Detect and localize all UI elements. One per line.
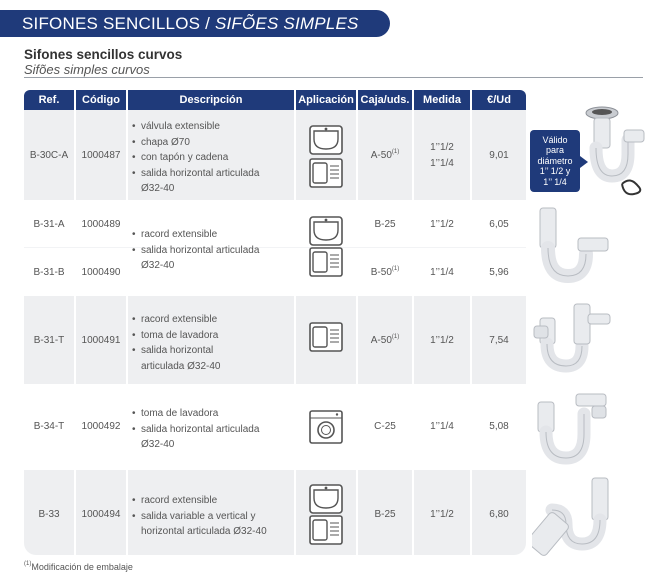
row2-medida: 1’’1/2 xyxy=(430,219,454,230)
note-line: para xyxy=(545,145,564,156)
row6-description xyxy=(132,493,300,540)
desc-item: • toma de lavadora xyxy=(132,328,300,344)
row2-caja: B-25 xyxy=(374,219,396,230)
footnote-marker: (1) xyxy=(24,561,32,567)
row1-ref: B-30C-A xyxy=(29,150,69,161)
row2-description xyxy=(132,227,300,274)
row1-codigo: 1000487 xyxy=(81,150,121,161)
sink-icon xyxy=(309,158,343,188)
washing-machine-icon xyxy=(309,410,343,444)
desc-item: • salida horizontal xyxy=(132,343,300,359)
header-banner xyxy=(0,10,390,37)
note-line: 1’’ 1/2 y xyxy=(539,166,571,177)
sink-icon xyxy=(309,515,343,545)
desc-item: • toma de lavadora xyxy=(132,406,300,422)
banner-title-italic: SIFÕES SIMPLES xyxy=(214,13,359,33)
row4-medida: 1’’1/2 xyxy=(430,335,454,346)
row4-caja: A-50$^{(1)}$ xyxy=(370,334,400,346)
row4-ref: B-31-T xyxy=(33,335,65,346)
row5-medida: 1’’1/4 xyxy=(430,421,454,432)
row2-codigo: 1000489 xyxy=(81,219,121,230)
banner-title: SIFONES SENCILLOS / xyxy=(22,13,215,33)
desc-item-cont: Ø32-40 xyxy=(141,439,175,450)
col-caja: Caja/uds. xyxy=(358,90,412,110)
sink-icon xyxy=(309,247,343,277)
section-title: Sifones sencillos curvos xyxy=(24,47,183,62)
note-line: 1’’ 1/4 xyxy=(543,176,567,187)
row1-medida-2: 1’’1/4 xyxy=(430,158,454,169)
col-separator xyxy=(412,110,414,555)
row1-precio: 9,01 xyxy=(489,150,509,161)
sink-icon xyxy=(309,322,343,352)
desc-item-cont: articulada Ø32-40 xyxy=(141,360,221,372)
row4-codigo: 1000491 xyxy=(81,335,121,346)
row4-description xyxy=(132,312,300,374)
row1-medida-1: 1’’1/2 xyxy=(430,142,454,153)
product-photo-b31 xyxy=(532,204,612,290)
desc-item: • racord extensible xyxy=(132,227,300,243)
row3-codigo: 1000490 xyxy=(81,267,121,278)
product-photo-b31t xyxy=(532,296,616,376)
washbasin-icon xyxy=(309,484,343,514)
desc-item: • chapa Ø70 xyxy=(132,135,300,151)
footnote-text: Modificación de embalaje xyxy=(31,562,133,572)
divider xyxy=(24,77,643,78)
row1-description xyxy=(132,119,300,197)
col-separator xyxy=(126,110,128,555)
row5-precio: 5,08 xyxy=(489,421,509,432)
row6-precio: 6,80 xyxy=(489,509,509,520)
row5-codigo: 1000492 xyxy=(81,421,121,432)
row2-precio: 6,05 xyxy=(489,219,509,230)
desc-item-cont: horizontal articulada Ø32-40 xyxy=(141,526,267,537)
col-separator xyxy=(74,110,76,555)
desc-item: • racord extensible xyxy=(132,493,300,509)
desc-item: • con tapón y cadena xyxy=(132,150,300,166)
row1-caja: A-50$^{(1)}$ xyxy=(370,149,400,161)
desc-item: • salida variable a vertical y xyxy=(132,509,300,525)
desc-item: • salida horizontal articulada xyxy=(132,422,300,438)
product-photo-b33 xyxy=(532,474,618,562)
row3-medida: 1’’1/4 xyxy=(430,267,454,278)
row5-description xyxy=(132,406,300,453)
col-separator xyxy=(470,110,472,555)
product-photo-b30ca xyxy=(572,104,650,196)
washbasin-icon xyxy=(309,216,343,246)
row2-ref: B-31-A xyxy=(33,219,65,230)
row6-caja: B-25 xyxy=(374,509,396,520)
desc-item: • racord extensible xyxy=(132,312,300,328)
note-line: diámetro xyxy=(537,155,573,166)
col-separator xyxy=(356,110,358,555)
row6-ref: B-33 xyxy=(38,509,60,520)
row5-ref: B-34-T xyxy=(33,421,65,432)
col-aplicacion: Aplicación xyxy=(296,90,356,110)
col-ref: Ref. xyxy=(24,90,74,110)
col-descripcion: Descripción xyxy=(128,90,294,110)
row6-medida: 1’’1/2 xyxy=(430,509,454,520)
washbasin-icon xyxy=(309,125,343,155)
col-medida: Medida xyxy=(414,90,470,110)
desc-item: • válvula extensible xyxy=(132,119,300,135)
row3-caja: B-50$^{(1)}$ xyxy=(370,266,400,278)
desc-item-cont: Ø32-40 xyxy=(141,260,175,271)
note-line: Válido xyxy=(542,134,568,145)
row4-precio: 7,54 xyxy=(489,335,509,346)
desc-item: • salida horizontal articulada xyxy=(132,243,300,259)
row5-caja: C-25 xyxy=(374,421,396,432)
row3-ref: B-31-B xyxy=(33,267,65,278)
col-codigo: Código xyxy=(76,90,126,110)
desc-item-cont: Ø32-40 xyxy=(141,183,175,194)
col-precio: €/Ud xyxy=(472,90,526,110)
row6-codigo: 1000494 xyxy=(81,509,121,520)
product-photo-b34t xyxy=(532,384,616,468)
section-subtitle: Sifões simples curvos xyxy=(24,62,150,77)
row3-precio: 5,96 xyxy=(489,267,509,278)
desc-item: • salida horizontal articulada xyxy=(132,166,300,182)
